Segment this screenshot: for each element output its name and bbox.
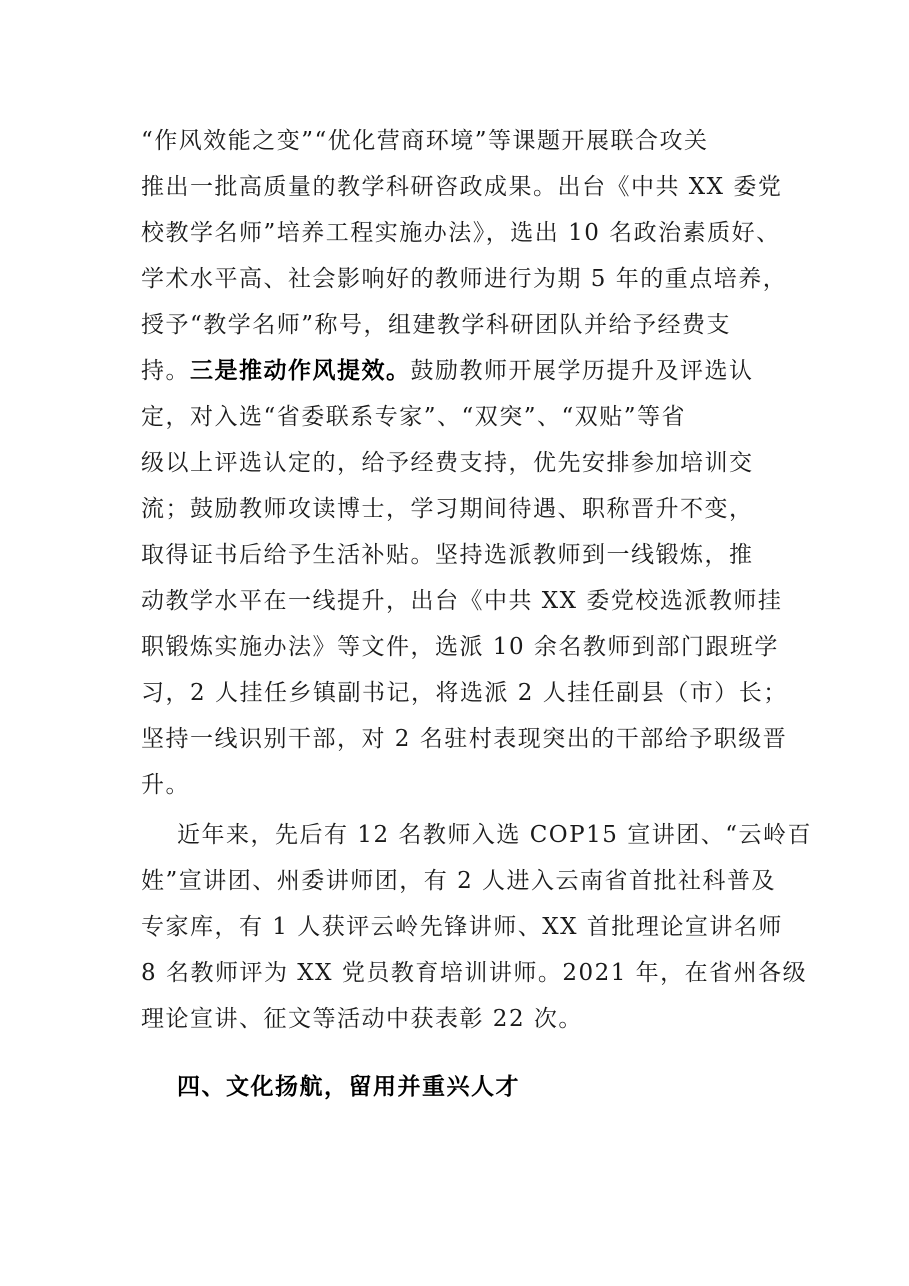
line-text: 鼓励教师开展学历提升及评选认 (410, 358, 754, 384)
paragraph-line: 专家库，有 1 人获评云岭先锋讲师、XX 首批理论宣讲名师 (141, 914, 783, 940)
paragraph-line: 定，对入选“省委联系专家”、“双突”、“双贴”等省 (141, 404, 687, 430)
paragraph-line: 取得证书后给予生活补贴。坚持选派教师到一线锻炼，推 (141, 542, 754, 568)
paragraph-line: 升。 (141, 772, 190, 798)
paragraph-line: 动教学水平在一线提升，出台《中共 XX 委党校选派教师挂 (141, 588, 783, 614)
paragraph-line: 习，2 人挂任乡镇副书记，将选派 2 人挂任副县（市）长； (141, 680, 788, 706)
paragraph-line: 坚持一线识别干部，对 2 名驻村表现突出的干部给予职级晋 (141, 726, 788, 752)
paragraph-line: 推出一批高质量的教学科研咨政成果。出台《中共 XX 委党 (141, 174, 783, 200)
paragraph-line (141, 356, 754, 386)
line-text: 持。 (141, 358, 190, 384)
heading-text: 四、文化扬航，留用并重兴人才 (177, 1073, 520, 1100)
paragraph-line: 级以上评选认定的，给予经费支持，优先安排参加培训交 (141, 450, 754, 476)
paragraph-line: 8 名教师评为 XX 党员教育培训讲师。2021 年，在省州各级 (141, 960, 808, 986)
paragraph-line: 校教学名师”培养工程实施办法》，选出 10 名政治素质好、 (141, 220, 781, 246)
paragraph-line: 理论宣讲、征文等活动中获表彰 22 次。 (141, 1006, 583, 1032)
bold-lead-in: 三是推动作风提效。 (190, 357, 411, 384)
paragraph-line: 职锻炼实施办法》等文件，选派 10 余名教师到部门跟班学 (141, 634, 779, 660)
paragraph-line: 近年来，先后有 12 名教师入选 COP15 宣讲团、“云岭百 (177, 822, 812, 848)
paragraph-line: “作风效能之变”“优化营商环境”等课题开展联合攻关 (141, 128, 709, 154)
paragraph-line: 流；鼓励教师攻读博士，学习期间待遇、职称晋升不变， (141, 496, 754, 522)
paragraph-line: 姓”宣讲团、州委讲师团，有 2 人进入云南省首批社科普及 (141, 868, 777, 894)
paragraph-line: 学术水平高、社会影响好的教师进行为期 5 年的重点培养， (141, 266, 788, 292)
paragraph-line: 授予“教学名师”称号，组建教学科研团队并给予经费支 (141, 312, 732, 338)
